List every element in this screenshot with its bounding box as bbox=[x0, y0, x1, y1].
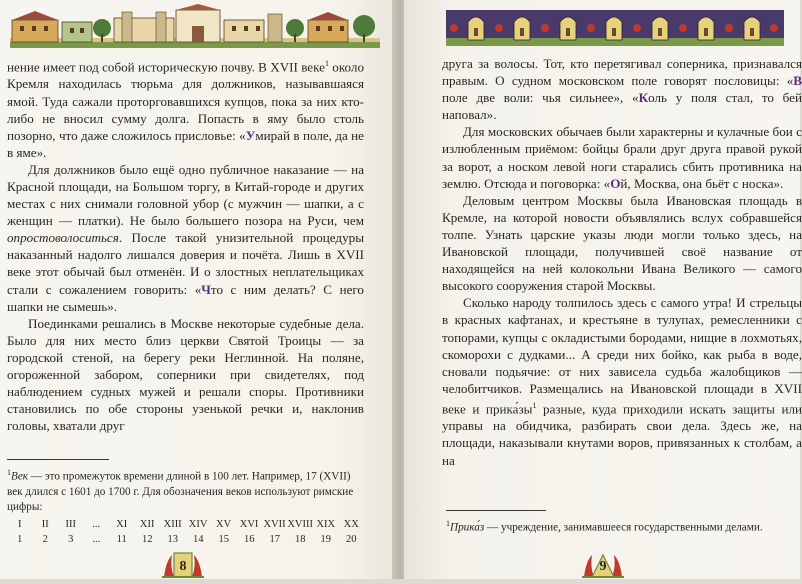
right-page-body-text bbox=[442, 55, 802, 469]
footnote-reference: 1 bbox=[324, 59, 329, 68]
numeral: I bbox=[17, 518, 22, 530]
numeral: 11 bbox=[116, 533, 127, 545]
numeral: III bbox=[65, 518, 76, 530]
numeral: XVIII bbox=[287, 518, 313, 530]
numeral: XV bbox=[216, 518, 232, 530]
footnote-definition: — учреждение, занимавшееся государственными делами. bbox=[484, 521, 763, 534]
arches-banner bbox=[446, 8, 784, 48]
numeral: XIV bbox=[188, 518, 208, 530]
kremlin-banner bbox=[10, 8, 380, 48]
left-page bbox=[0, 0, 396, 579]
arabic-numerals-row bbox=[7, 532, 364, 547]
roman-numerals-row bbox=[7, 517, 364, 532]
right-footnote bbox=[446, 516, 796, 536]
footnote-definition: — это промежуток времени длиной в 100 лет. Например, 17 (XVII) век длился с 1601 до 1700 г. Для обозначения веков используют римские цифры: bbox=[7, 470, 354, 513]
text-run: Деловым центром Москвы была Ивановская площадь в Кремле, на которой новости объявлялись вслух собравшейся толпе. Узнать царские указы люди могли только здесь, на Ивановской площади, получившей своё название от находящейся на ней колокольни Ивана Великого — самого высокого сооружения старой Москвы. bbox=[442, 192, 802, 294]
text-run: разные, куда приходили искать защиты или управы на обидчика, разбирать свои дела. Здесь же, на площади, наказывали кнутами воров, привязанных к столбам, а на bbox=[442, 401, 802, 468]
highlighted-letter: К bbox=[638, 90, 649, 106]
numeral: 12 bbox=[142, 533, 153, 545]
page-number-label: 8 bbox=[179, 559, 187, 574]
footnote-reference: 1 bbox=[532, 400, 537, 410]
text-run: Для московских обычаев были характерны и кулачные бои с излюбленным приёмом: бойцы брали друг друга правой рукой за ворот, а носком левой ноги старались сбить противника на землю. Отсюда и поговорка: « bbox=[442, 124, 802, 191]
numeral: XII bbox=[139, 518, 155, 530]
numeral: 16 bbox=[244, 533, 255, 545]
paragraph bbox=[442, 192, 802, 295]
numeral: 3 bbox=[68, 533, 74, 545]
numeral: XI bbox=[116, 518, 128, 530]
numeral: 19 bbox=[320, 533, 331, 545]
paragraph bbox=[442, 55, 802, 123]
numeral: 13 bbox=[167, 533, 178, 545]
text-run: . После такой унизительной процедуры наказанный надолго лишался доверия и почёта. Лишь в XVII веке этот обычай был отменён. И о злостных неплательщиках стали с сожалением говорить: « bbox=[7, 230, 364, 297]
right-page bbox=[404, 0, 800, 579]
numeral: XVII bbox=[263, 518, 286, 530]
footnote-divider bbox=[7, 459, 109, 460]
numeral: XIX bbox=[316, 518, 336, 530]
footnote-term: Век bbox=[11, 470, 29, 483]
text-run: друга за волосы. Тот, кто перетягивал соперника, признавался правым. О судном московском поле говорят пословицы: « bbox=[442, 56, 802, 89]
text-run: около Кремля находилась тюрьма для должников, называвшаяся ямой. Туда сажали проторговавшихся купцов, пока за них кто-либо не вносил сумму долга. Попасть в яму было столь позорно, что даже сложилось присловье: « bbox=[7, 59, 364, 143]
highlighted-letter: У bbox=[245, 127, 256, 143]
text-run: мирай в поле, да не в яме». bbox=[7, 127, 364, 160]
numeral: 18 bbox=[295, 533, 306, 545]
page-number-label: 9 bbox=[599, 559, 607, 574]
numeral: 15 bbox=[218, 533, 229, 545]
highlighted-letter: Ч bbox=[201, 281, 211, 297]
paragraph bbox=[442, 294, 802, 468]
paragraph bbox=[7, 161, 364, 315]
page-number-8 bbox=[160, 551, 206, 579]
numeral: 1 bbox=[17, 533, 23, 545]
text-run: нение имеет под собой историческую почву. В XVII веке bbox=[7, 59, 325, 75]
text-run: й, Москва, она бьёт с носка». bbox=[620, 175, 784, 191]
text-run: опростоволоситься bbox=[7, 230, 119, 246]
numeral: ... bbox=[92, 518, 101, 530]
numeral: II bbox=[41, 518, 49, 530]
numeral: 20 bbox=[346, 533, 357, 545]
numeral: XX bbox=[343, 518, 359, 530]
footnote-term: Прика́з bbox=[450, 521, 485, 534]
page-number-9 bbox=[580, 551, 626, 579]
numeral: XVI bbox=[239, 518, 259, 530]
left-page-body-text bbox=[7, 55, 364, 434]
numeral: XIII bbox=[163, 518, 182, 530]
numeral: 17 bbox=[269, 533, 280, 545]
numeral: ... bbox=[92, 533, 101, 545]
text-run: оль у поля стал, то бей наповал». bbox=[442, 90, 802, 123]
footnote-text bbox=[7, 465, 364, 515]
text-run: Поединками решались в Москве некоторые судебные дела. Было для них место близ церкви Святой Троицы — за городской стеной, на берегу реки Неглинной. На поляне, огороженной забором, соперники при свидетелях, под наблюдением судных мужей и решали споры. Противники становились по обе стороны узенькой речки и, наклонив головы, хватали друг bbox=[7, 315, 364, 434]
footnote-marker: 1 bbox=[446, 519, 450, 528]
paragraph bbox=[7, 315, 364, 435]
text-run: то с ним делать? С него шапки не сымешь». bbox=[7, 281, 364, 314]
left-footnote bbox=[7, 465, 364, 547]
paragraph bbox=[442, 123, 802, 191]
footnote-marker: 1 bbox=[7, 468, 11, 477]
footnote-divider bbox=[446, 510, 546, 511]
numeral: 2 bbox=[42, 533, 48, 545]
numeral: 14 bbox=[193, 533, 204, 545]
text-run: поле две воли: чья сильнее», « bbox=[442, 90, 639, 106]
text-run: Для должников было ещё одно публичное наказание — на Красной площади, на Большом торгу, в Китай-городе и других местах с них снимали головной убор (с мужчин — шапки, а с женщин — платки). Не было большего позора на Руси, чем bbox=[7, 161, 364, 229]
highlighted-letter: В bbox=[793, 73, 802, 89]
text-run: Сколько народу толпилось здесь с самого утра! И стрельцы в красных кафтанах, и крестьяне в тулупах, ремесленники с топорами, купцы с окладистыми бородами, нищие в лохмотьях, скоморохи с дудками... А среди них бойко, как рыба в воде, сновали подьячие: от них зависела судьба жалобщиков — челобитчиков. Размещались на Ивановской площади в XVII веке и прика́зы bbox=[442, 295, 802, 417]
highlighted-letter: О bbox=[610, 175, 621, 191]
paragraph bbox=[7, 55, 364, 161]
